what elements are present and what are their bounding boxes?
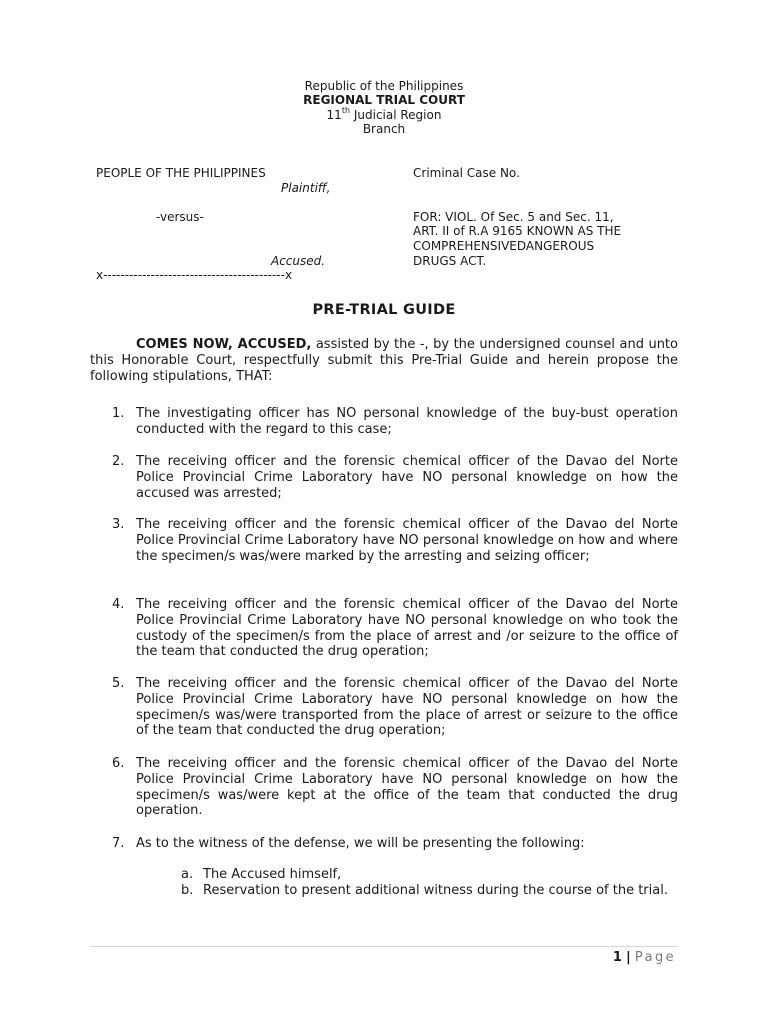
item-number: 5.: [112, 676, 125, 691]
page-separator: |: [626, 950, 631, 965]
accused-role: Accused.: [271, 254, 326, 268]
stipulation-item: [112, 597, 678, 660]
item-text: The receiving officer and the forensic chemical officer of the Davao del Norte Police Provincial Crime Laboratory have NO personal knowledge on how the accused was arrested;: [136, 454, 678, 501]
intro-rest: assisted by the -, by the undersigned counsel and unto this Honorable Court, respectfully submit this Pre-Trial Guide and herein propose the following stipulations, THAT:: [90, 337, 678, 384]
page-label: Page: [634, 950, 676, 965]
plaintiff-name: PEOPLE OF THE PHILIPPINES: [96, 166, 266, 180]
witness-item: [181, 867, 678, 883]
intro-lead: COMES NOW, ACCUSED,: [136, 337, 312, 352]
item-text: The investigating officer has NO personal knowledge of the buy-bust operation conducted with the regard to this case;: [136, 406, 678, 437]
header-region-suffix: th: [341, 106, 351, 115]
charge-line-3: COMPREHENSIVEDANGEROUS: [413, 239, 595, 253]
header-republic: Republic of the Philippines: [304, 79, 464, 93]
charge-line-4: DRUGS ACT.: [413, 254, 487, 268]
item-number: 6.: [112, 756, 125, 771]
caption-separator: x------------------------------------------x: [96, 268, 293, 282]
item-text: The receiving officer and the forensic chemical officer of the Davao del Norte Police Provincial Crime Laboratory have NO personal knowledge on how the specimen/s was/were transported from the place of arrest or seizure to the office of the team that conducted the drug operation;: [136, 676, 678, 739]
intro-paragraph: [90, 337, 678, 384]
witness-letter: b.: [181, 883, 194, 898]
header-region-text: Judicial Region: [350, 108, 442, 122]
header-branch: Branch: [362, 122, 406, 136]
page-number: 1: [612, 950, 622, 965]
item-text: The receiving officer and the forensic chemical officer of the Davao del Norte Police Provincial Crime Laboratory have NO personal knowledge on how the specimen/s was/were kept at the office of the team that conducted the drug operation.: [136, 756, 678, 819]
header-court: REGIONAL TRIAL COURT: [303, 93, 465, 107]
item-text: The receiving officer and the forensic chemical officer of the Davao del Norte Police Provincial Crime Laboratory have NO personal knowledge on who took the custody of the specimen/s from the place of arrest and /or seizure to the office of the team that conducted the drug operation;: [136, 597, 678, 660]
witness-letter: a.: [181, 867, 194, 882]
item-number: 3.: [112, 517, 125, 532]
witness-item: [181, 883, 678, 899]
case-number-label: Criminal Case No.: [413, 166, 520, 180]
header-region-number: 11: [326, 108, 342, 122]
item-number: 1.: [112, 406, 125, 421]
stipulation-item: [112, 676, 678, 739]
footer-divider: [90, 946, 678, 947]
versus-label: -versus-: [156, 210, 204, 224]
item-text: As to the witness of the defense, we will be presenting the following:: [136, 836, 585, 851]
stipulation-item: [112, 517, 678, 564]
item-number: 4.: [112, 597, 125, 612]
item-number: 2.: [112, 454, 125, 469]
stipulation-item: [112, 836, 678, 852]
charge-line-1: FOR: VIOL. Of Sec. 5 and Sec. 11,: [413, 210, 614, 224]
charge-line-2: ART. II of R.A 9165 KNOWN AS THE: [413, 224, 622, 238]
header-region: [0, 108, 768, 122]
item-text: The receiving officer and the forensic chemical officer of the Davao del Norte Police Provincial Crime Laboratory have NO personal knowledge on how and where the specimen/s was/were marked by the arresting and seizing officer;: [136, 517, 678, 564]
document-title: PRE-TRIAL GUIDE: [312, 302, 456, 318]
stipulation-item: [112, 454, 678, 501]
stipulation-item: [112, 756, 678, 819]
plaintiff-role: Plaintiff,: [281, 181, 331, 195]
witness-text: Reservation to present additional witness during the course of the trial.: [203, 883, 668, 898]
witness-text: The Accused himself,: [203, 867, 342, 882]
page-number-footer: [613, 950, 676, 966]
stipulation-item: [112, 406, 678, 438]
item-number: 7.: [112, 836, 125, 851]
